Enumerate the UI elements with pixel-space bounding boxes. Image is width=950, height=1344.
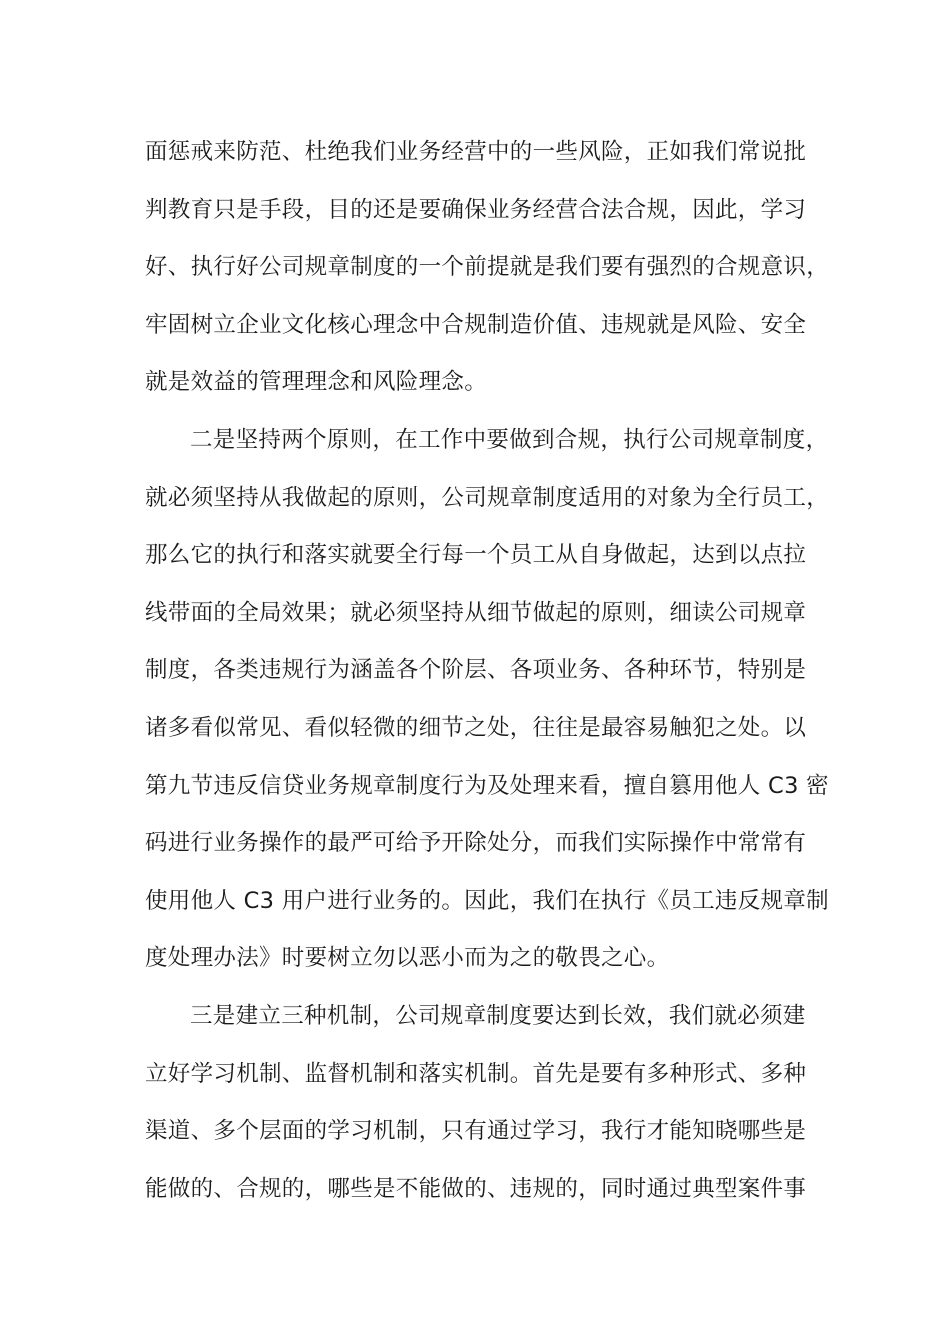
text-line: 牢固树立企业文化核心理念中合规制造价值、违规就是风险、安全 [145, 311, 807, 338]
text-line: 制度，各类违规行为涵盖各个阶层、各项业务、各种环节，特别是 [145, 657, 807, 684]
text-line: 渠道、多个层面的学习机制，只有通过学习，我行才能知晓哪些是 [145, 1118, 807, 1145]
text-line: 第九节违反信贷业务规章制度行为及处理来看，擅自篡用他人 C3 密 [145, 772, 829, 799]
text-line: 就必须坚持从我做起的原则，公司规章制度适用的对象为全行员工， [145, 484, 830, 511]
text-line: 好、执行好公司规章制度的一个前提就是我们要有强烈的合规意识， [145, 254, 830, 281]
text-line: 判教育只是手段，目的还是要确保业务经营合法合规，因此，学习 [145, 196, 807, 223]
text-line: 使用他人 C3 用户进行业务的。因此，我们在执行《员工违反规章制 [145, 887, 829, 914]
text-line: 立好学习机制、监督机制和落实机制。首先是要有多种形式、多种 [145, 1060, 807, 1087]
text-line: 度处理办法》时要树立勿以恶小而为之的敬畏之心。 [145, 945, 670, 972]
text-line: 能做的、合规的，哪些是不能做的、违规的，同时通过典型案件事 [145, 1175, 807, 1202]
text-line: 线带面的全局效果；就必须坚持从细节做起的原则，细读公司规章 [145, 599, 807, 626]
paragraph-first-line: 二是坚持两个原则，在工作中要做到合规，执行公司规章制度， [190, 426, 829, 453]
text-line: 码进行业务操作的最严可给予开除处分，而我们实际操作中常常有 [145, 830, 807, 857]
paragraph-first-line: 三是建立三种机制，公司规章制度要达到长效，我们就必须建 [190, 1002, 806, 1029]
text-line: 那么它的执行和落实就要全行每一个员工从自身做起，达到以点拉 [145, 542, 807, 569]
text-line: 面惩戒来防范、杜绝我们业务经营中的一些风险，正如我们常说批 [145, 139, 807, 165]
text-line: 就是效益的管理理念和风险理念。 [145, 369, 488, 396]
body-text [145, 124, 830, 1218]
text-line: 诸多看似常见、看似轻微的细节之处，往往是最容易触犯之处。以 [145, 714, 807, 741]
